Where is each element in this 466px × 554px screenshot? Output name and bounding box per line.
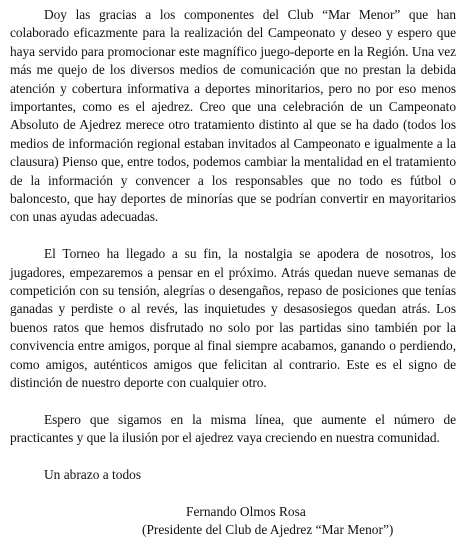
signature-role: (Presidente del Club de Ajedrez “Mar Menor”) [142, 522, 394, 538]
farewell: Un abrazo a todos [44, 467, 142, 483]
paragraph-tournament-end: El Torneo ha llegado a su fin, la nostalgia se apodera de nosotros, los jugadores, empezaremos a pensar en el próximo. Atrás quedan nueve semanas de competición con su tensión, alegrías o desengaños, repaso de posiciones que tenías ganadas y perdiste o al revés, las inquietudes y desasosiegos quedan atrás. Los buenos ratos que hemos disfrutado no solo por las partidas sino también por la convivencia entre amigos, porque al final siempre acabamos, ganando o perdiendo, como amigos, auténticos amigos que felicitan al contrario. Este es el signo de distinción de nuestro deporte con cualquier otro. [10, 246, 456, 391]
signature-block [10, 503, 456, 540]
paragraph-hope: Espero que sigamos en la misma línea, que aumente el número de practicantes y que la ilusión por el ajedrez vaya creciendo en nuestra comunidad. [10, 411, 456, 446]
signature-name: Fernando Olmos Rosa [186, 503, 306, 519]
paragraph-gratitude: Doy las gracias a los componentes del Club “Mar Menor” que han colaborado eficazmente para la realización del Campeonato y deseo y espero que haya servido para promocionar este magnífico juego-deporte en la Región. Una vez más me quejo de los diversos medios de comunicación que no prestan la debida atención y cobertura informativa a deportes minoritarios, pero no por eso menos importantes, como es el ajedrez. Creo que una celebración de un Campeonato Absoluto de Ajedrez merece otro tratamiento distinto al que se ha dado (todos los medios de información regional estaban invitados al Campeonato e igualmente a la clausura) Pienso que, entre todos, podemos cambiar la mentalidad en el tratamiento de la información y convencer a los responsables que no todo es fútbol o baloncesto, que hay deportes de minorías que se podrían convertir en mayoritarios con unas ayudas adecuadas. [10, 7, 456, 225]
